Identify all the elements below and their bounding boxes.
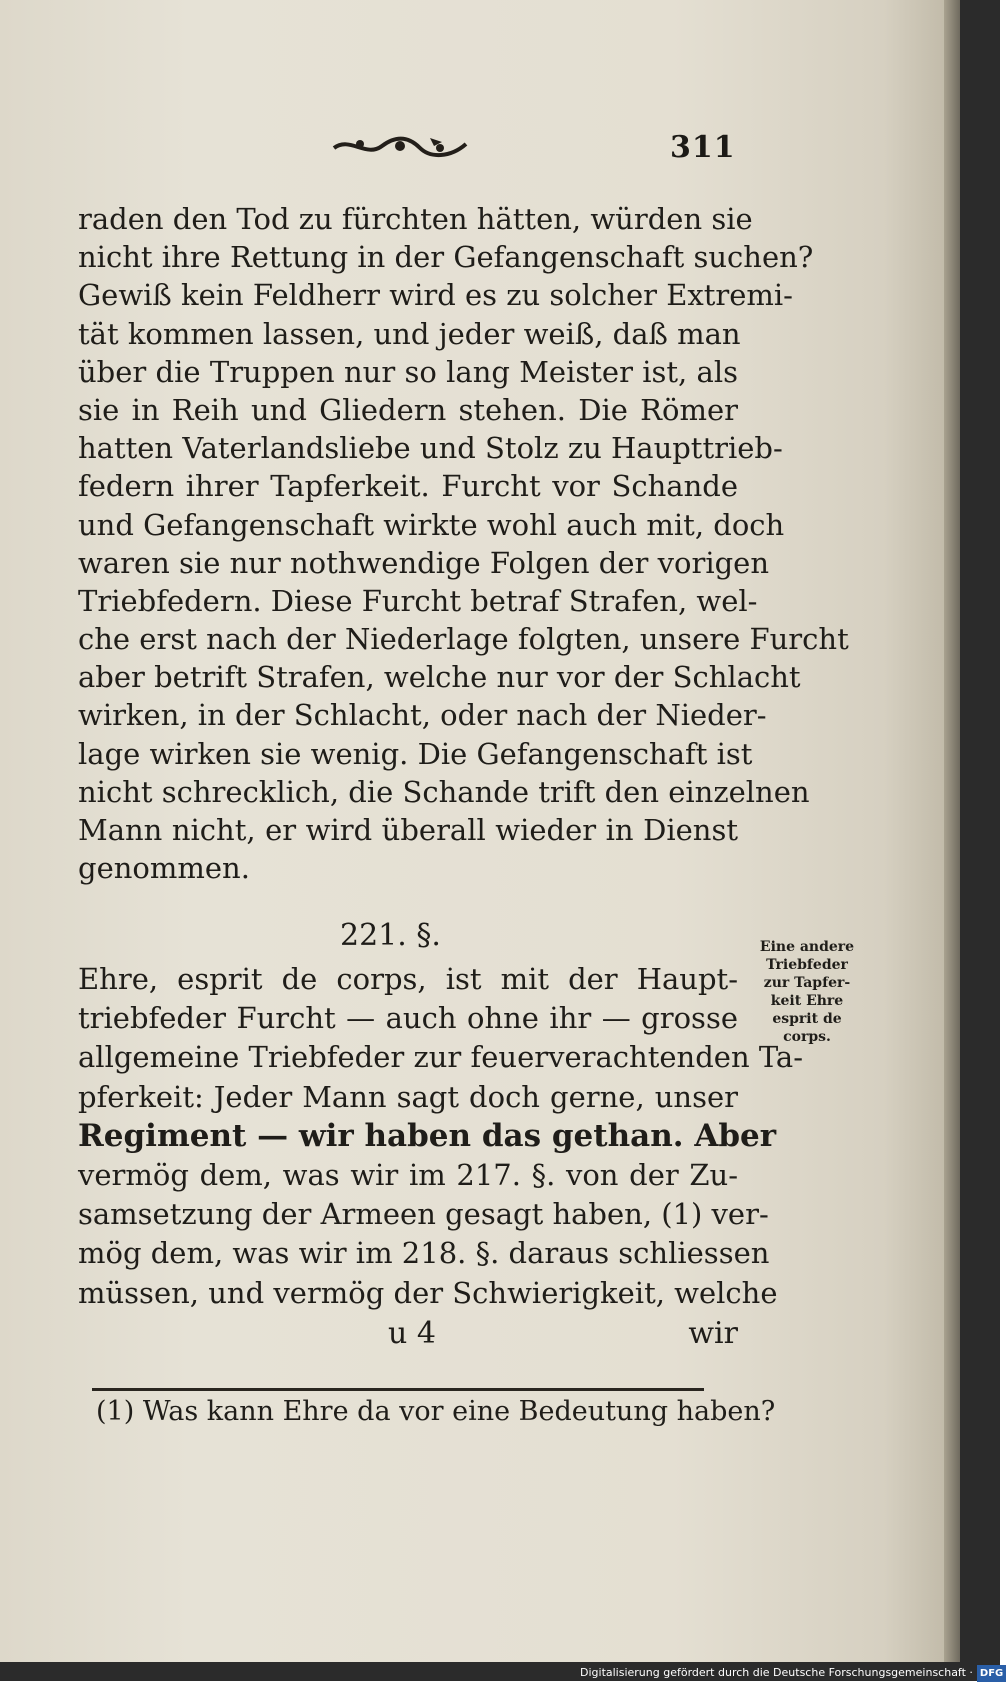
marginal-note xyxy=(752,938,862,1046)
text-line: tät kommen lassen, und jeder weiß, daß man xyxy=(78,316,741,351)
main-paragraph xyxy=(78,200,849,887)
digitization-credit xyxy=(580,1664,1004,1681)
text-line: Mann nicht, er wird überall wieder in Dienst xyxy=(78,813,738,847)
text-line: pferkeit: Jeder Mann sagt doch gerne, unser xyxy=(78,1079,738,1114)
marginal-note-line: corps. xyxy=(783,1029,831,1045)
page-number: 311 xyxy=(670,130,736,165)
footnote-divider xyxy=(92,1388,704,1391)
text-line: nicht schrecklich, die Schande trift den einzelnen xyxy=(78,774,810,809)
text-line: samsetzung der Armeen gesagt haben, (1) ver- xyxy=(78,1197,769,1232)
footnote: (1) Was kann Ehre da vor eine Bedeutung haben? xyxy=(96,1396,776,1427)
text-line: triebfeder Furcht — auch ohne ihr — grosse xyxy=(78,1001,738,1036)
text-line: Triebfedern. Diese Furcht betraf Strafen, wel- xyxy=(78,583,758,618)
text-line: sie in Reih und Gliedern stehen. Die Römer xyxy=(78,392,738,427)
marginal-note-line: esprit de xyxy=(772,1011,842,1027)
section-heading: 221. §. xyxy=(340,918,441,953)
text-line: federn ihrer Tapferkeit. Furcht vor Schande xyxy=(78,469,738,504)
text-line: Ehre, esprit de corps, ist mit der Haupt- xyxy=(78,962,738,996)
marginal-note-line: zur Tapfer- xyxy=(763,975,851,991)
dfg-logo: DFG xyxy=(977,1665,1006,1682)
marginal-note-line: Eine andere xyxy=(759,939,855,955)
signature-row xyxy=(388,1316,738,1351)
text-line: Gewiß kein Feldherr wird es zu solcher Extremi- xyxy=(78,278,793,313)
signature-mark: u 4 xyxy=(388,1316,436,1351)
text-line: vermög dem, was wir im 217. §. von der Zu- xyxy=(78,1157,738,1192)
text-line: hatten Vaterlandsliebe und Stolz zu Haupttrieb- xyxy=(78,431,783,466)
ornament-icon xyxy=(330,132,470,160)
marginal-note-line: Triebfeder xyxy=(766,957,848,973)
text-line: raden den Tod zu fürchten hätten, würden sie xyxy=(78,202,753,236)
text-line: wirken, in der Schlacht, oder nach der Nieder- xyxy=(78,698,767,733)
section-paragraph xyxy=(78,960,804,1313)
text-line: genommen. xyxy=(78,851,250,886)
text-line: lage wirken sie wenig. Die Gefangenschaft ist xyxy=(78,736,753,771)
page-edge xyxy=(944,0,960,1662)
text-line: waren sie nur nothwendige Folgen der vorigen xyxy=(78,545,770,580)
text-line: und Gefangenschaft wirkte wohl auch mit, doch xyxy=(78,507,785,542)
text-line: mög dem, was wir im 218. §. daraus schliessen xyxy=(78,1236,770,1271)
credit-text: Digitalisierung gefördert durch die Deutsche Forschungsgemeinschaft · xyxy=(580,1666,973,1679)
text-line: über die Truppen nur so lang Meister ist, als xyxy=(78,354,738,389)
text-line: aber betrift Strafen, welche nur vor der Schlacht xyxy=(78,660,801,695)
marginal-note-line: keit Ehre xyxy=(770,993,844,1009)
catchword: wir xyxy=(688,1316,738,1351)
text-line: müssen, und vermög der Schwierigkeit, welche xyxy=(78,1275,778,1310)
text-line: nicht ihre Rettung in der Gefangenschaft suchen? xyxy=(78,240,814,275)
text-line: Regiment — wir haben das gethan. Aber xyxy=(78,1117,777,1154)
text-line: allgemeine Triebfeder zur feuerverachtenden Ta- xyxy=(78,1040,804,1075)
text-line: che erst nach der Niederlage folgten, unsere Furcht xyxy=(78,622,849,657)
